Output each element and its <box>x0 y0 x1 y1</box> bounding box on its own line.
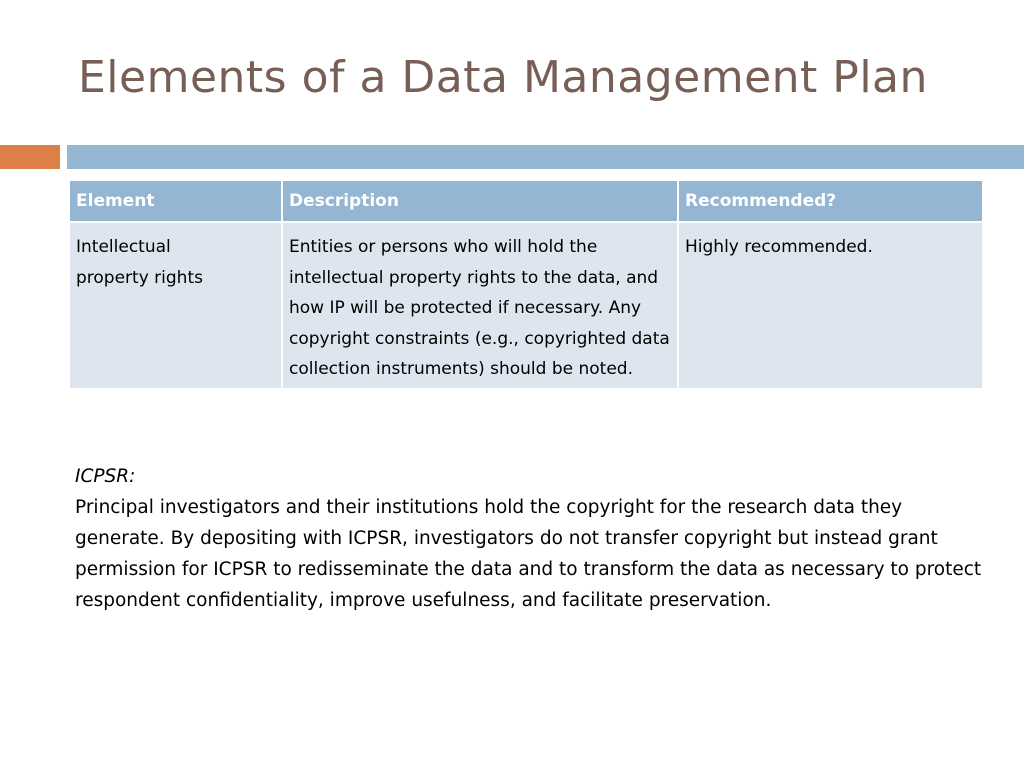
accent-bar <box>0 145 60 169</box>
header-recommended: Recommended? <box>678 180 983 222</box>
cell-description: Entities or persons who will hold the intellectual property rights to the data, and how IP will be protected if necessary. Any copyright constraints (e.g., copyrighted data collection instruments) should be noted. <box>282 222 678 389</box>
note-body: Principal investigators and their institutions hold the copyright for the research data they generate. By depositing with ICPSR, investigators do not transfer copyright but instead grant permission for ICPSR to redisseminate the data and to transform the data as necessary to protect respondent confidentiality, improve usefulness, and facilitate preservation. <box>75 497 982 611</box>
table-header-row <box>69 180 983 222</box>
header-element: Element <box>69 180 282 222</box>
icpsr-note <box>75 461 985 616</box>
table-row <box>69 222 983 389</box>
note-heading: ICPSR: <box>75 466 136 487</box>
title-rule <box>67 145 1024 169</box>
cell-element <box>69 222 282 389</box>
cell-element-text: Intellectual property rights <box>76 237 203 288</box>
slide-title: Elements of a Data Management Plan <box>78 52 928 103</box>
header-description: Description <box>282 180 678 222</box>
data-management-table <box>68 179 984 390</box>
cell-recommended: Highly recommended. <box>678 222 983 389</box>
